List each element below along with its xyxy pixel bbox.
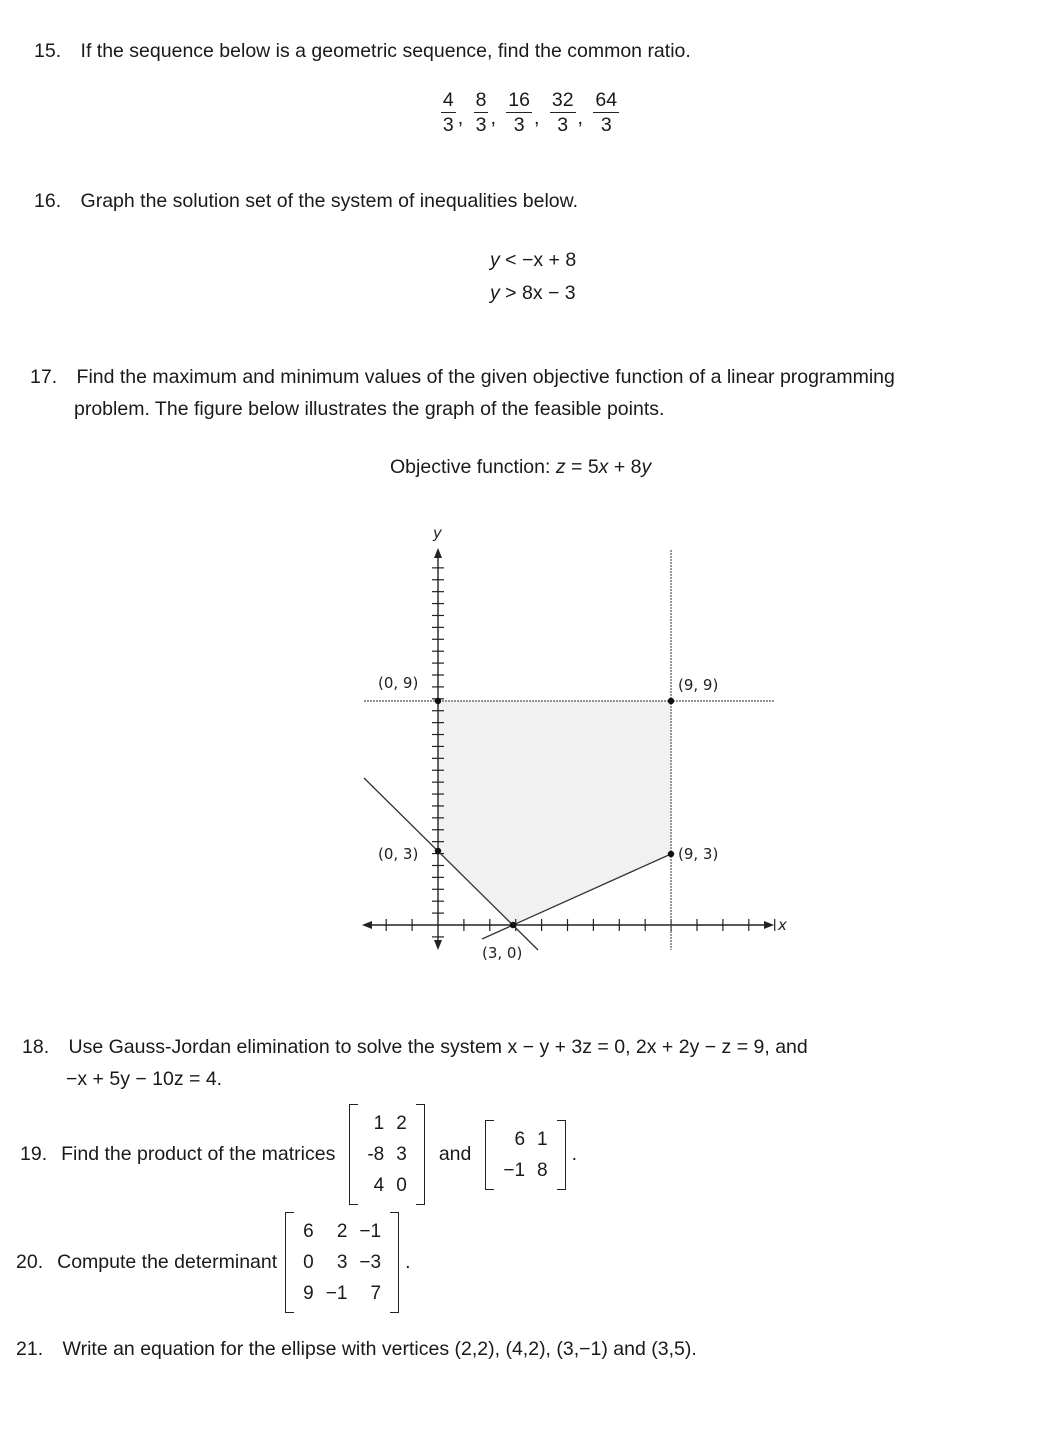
sequence-term: $\frac{4}{3}$ [442,89,454,137]
y-axis-arrow-down [434,940,442,950]
matrix-b: 6 1 −1 8 [485,1120,565,1190]
sequence-term: $\frac{64}{3}$ [595,89,618,137]
question-19 [20,1104,577,1205]
feasible-region-graph [356,520,796,970]
x-axis-label: x [778,916,787,934]
period: . [571,1143,578,1165]
period: . [405,1251,411,1273]
and-text: and [438,1143,472,1165]
vertex-0-3 [435,848,441,854]
question-number: 17. [30,366,58,388]
question-text: Write an equation for the ellipse with vertices (2,2), (4,2), (3,−1) and (3,5). [62,1338,697,1360]
question-text: Compute the determinant [57,1251,278,1273]
sequence-term: $\frac{32}{3}$ [551,89,574,137]
question-18 [22,1036,808,1059]
question-text: Graph the solution set of the system of inequalities below. [80,190,579,212]
question-18-line2: −x + 5y − 10z = 4. [66,1068,223,1090]
x-axis-arrow-left [362,921,372,929]
vertex-9-3 [668,851,674,857]
inequality-system [490,244,576,310]
question-number: 21. [16,1338,44,1360]
question-17 [30,366,895,389]
y-axis-arrow-up [434,548,442,558]
question-16 [34,190,578,213]
vertex-3-0 [510,922,516,928]
question-21 [16,1338,697,1361]
vertex-9-9 [668,698,674,704]
inequality-1: y < −x + 8 [490,249,577,271]
question-number: 16. [34,190,62,212]
label-0-3: (0, 3) [378,845,419,863]
y-axis-label: y [433,524,442,542]
question-17-line2: problem. The figure below illustrates the graph of the feasible points. [74,398,665,420]
question-number: 15. [34,40,62,62]
geometric-sequence: $\frac{4}{3}$ , $\frac{8}{3}$ , $\frac{16}{3}$ , $\frac{32}{3}$ , $\frac{64}{3}$ [442,89,618,137]
objective-function: Objective function: z = 5x + 8y [390,456,652,478]
question-20 [16,1212,411,1313]
label-9-3: (9, 3) [678,845,719,863]
vertex-0-9 [435,698,441,704]
question-text-line1: Use Gauss-Jordan elimination to solve the system x − y + 3z = 0, 2x + 2y − z = 9, and [68,1036,808,1058]
inequality-2: y > 8x − 3 [490,282,576,304]
question-text: Find the product of the matrices [61,1143,336,1165]
label-3-0: (3, 0) [482,944,523,962]
x-axis-arrow-right [764,921,774,929]
matrix-a: 1 2 -8 3 4 0 [349,1104,424,1205]
question-text-line1: Find the maximum and minimum values of the given objective function of a linear programming [76,366,895,388]
label-0-9: (0, 9) [378,674,419,692]
feasible-region-shading [438,701,671,925]
question-number: 19. [20,1143,48,1165]
label-9-9: (9, 9) [678,676,719,694]
question-text: If the sequence below is a geometric sequence, find the common ratio. [80,40,691,62]
question-15 [34,40,691,63]
sequence-term: $\frac{8}{3}$ [475,89,487,137]
question-number: 20. [16,1251,44,1273]
sequence-term: $\frac{16}{3}$ [508,89,530,137]
determinant-matrix: 6 2 −1 0 3 −3 9 −1 7 [285,1212,399,1313]
question-number: 18. [22,1036,50,1058]
